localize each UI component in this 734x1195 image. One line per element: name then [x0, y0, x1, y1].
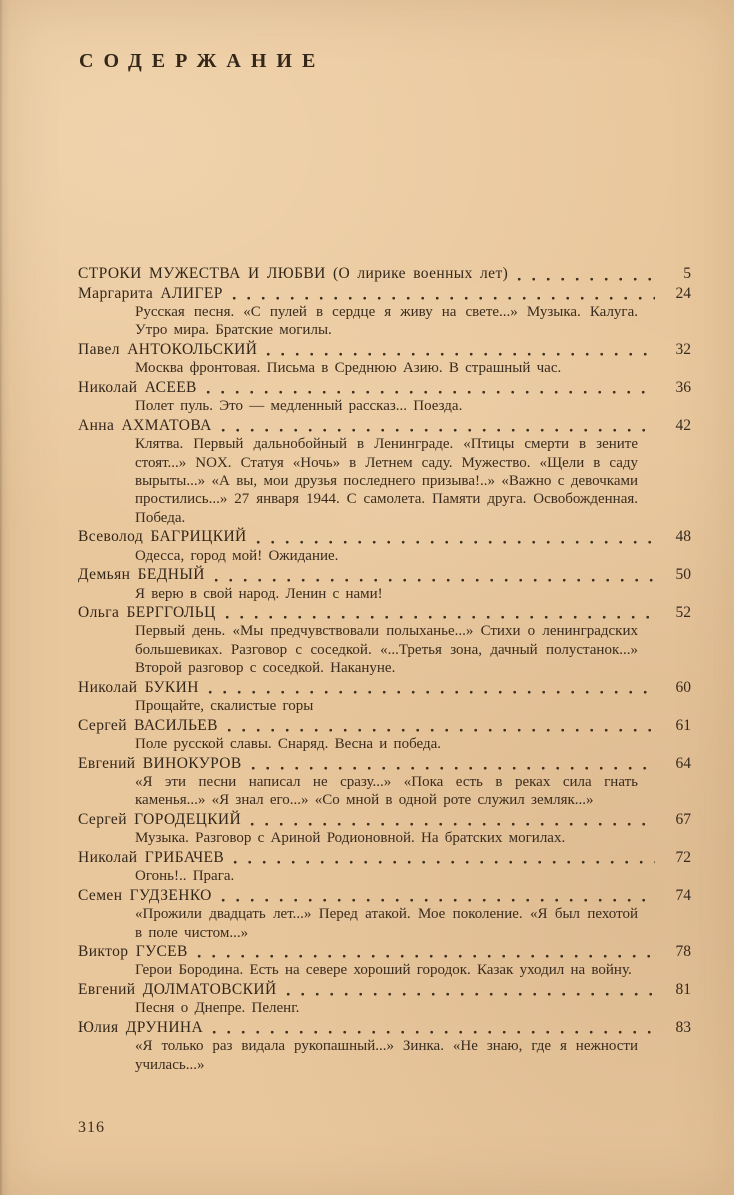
toc-entry-works: Одесса, город мой! Ожидание. [135, 547, 339, 564]
page-title: СОДЕРЖАНИЕ [79, 50, 326, 72]
toc-entry-page-number: 78 [675, 942, 691, 960]
dot-leader [197, 954, 655, 959]
toc-entry-works: Русская песня. «С пулей в сердце я живу на свете...» Музыка. Калуга. Утро мира. Братские могилы. [135, 304, 638, 339]
toc-entry [78, 679, 691, 716]
toc-entry-works: Клятва. Первый дальнобойный в Ленинграде. «Птицы смерти в зените стоят...» NOX. Статуя «Ночь» в Летнем саду. Мужество. «Щели в саду вырыты...» «А вы, мои друзья последнего призыва!..» «Важно с девочками простились...» 27 января 1944. С самолета. Памяти друга. Освобожденная. Победа. [135, 436, 638, 526]
toc-entry-title: Евгений ДОЛМАТОВСКИЙ [78, 980, 277, 998]
toc-entry [78, 717, 691, 754]
toc-entry-works: «Я только раз видала рукопашный...» Зинка. «Не знаю, где я нежности училась...» [135, 1038, 638, 1073]
toc-entry [78, 811, 691, 848]
toc-entry [78, 943, 691, 980]
toc-entry [78, 566, 691, 603]
toc-entry-title: Сергей ГОРОДЕЦКИЙ [78, 810, 242, 828]
toc-entry-title: Евгений ВИНОКУРОВ [78, 754, 242, 772]
dot-leader [214, 578, 655, 583]
dot-leader [212, 1030, 655, 1035]
toc-entry-heading-row [78, 887, 691, 906]
toc-entry [78, 285, 691, 340]
toc-entry-works: Песня о Днепре. Пеленг. [135, 1000, 300, 1017]
toc-entry-works: Я верю в свой народ. Ленин с нами! [135, 585, 383, 602]
toc-entry-heading-row [78, 265, 691, 284]
toc-entry-title: СТРОКИ МУЖЕСТВА И ЛЮБВИ (О лирике военных лет) [78, 265, 509, 282]
toc-entry-heading-row [78, 717, 691, 736]
toc-entry-heading-row [78, 679, 691, 698]
dot-leader [250, 822, 655, 827]
toc-entry [78, 755, 691, 810]
toc-entry-page-number: 50 [675, 566, 691, 584]
toc-entry [78, 1019, 691, 1074]
toc-entry-title: Семен ГУДЗЕНКО [78, 886, 212, 904]
toc-entry-page-number: 32 [675, 340, 691, 358]
toc-entry-title: Анна АХМАТОВА [78, 416, 212, 434]
toc-entry-title: Николай АСЕЕВ [78, 378, 197, 396]
toc-entry-works: Прощайте, скалистые горы [135, 698, 314, 715]
toc-entry-page-number: 60 [675, 678, 691, 696]
toc-entry-heading-row [78, 417, 691, 436]
dot-leader [266, 352, 655, 357]
toc-list [78, 265, 691, 1075]
toc-entry [78, 981, 691, 1018]
dot-leader [221, 898, 655, 903]
toc-entry-title: Юлия ДРУНИНА [78, 1018, 204, 1036]
toc-entry-page-number: 52 [675, 603, 691, 621]
toc-entry-heading-row [78, 981, 691, 1000]
dot-leader [286, 992, 655, 997]
toc-entry-heading-row [78, 811, 691, 830]
toc-entry-page-number: 5 [683, 265, 691, 282]
toc-entry-page-number: 74 [675, 886, 691, 904]
toc-entry-page-number: 48 [675, 528, 691, 546]
toc-entry-page-number: 36 [675, 378, 691, 396]
dot-leader [206, 390, 655, 395]
toc-entry-works: Поле русской славы. Снаряд. Весна и победа. [135, 736, 441, 753]
folio-page-number: 316 [78, 1119, 105, 1136]
toc-entry-heading-row [78, 379, 691, 398]
toc-entry-page-number: 64 [675, 754, 691, 772]
toc-entry-title: Маргарита АЛИГЕР [78, 284, 223, 302]
dot-leader [225, 615, 655, 620]
toc-entry-title: Демьян БЕДНЫЙ [78, 566, 205, 584]
toc-entry-title: Сергей ВАСИЛЬЕВ [78, 716, 218, 734]
toc-entry [78, 528, 691, 565]
toc-entry-title: Всеволод БАГРИЦКИЙ [78, 528, 247, 546]
toc-entry-title: Виктор ГУСЕВ [78, 942, 188, 960]
dot-leader [232, 296, 655, 301]
toc-entry-works: Герои Бородина. Есть на севере хороший городок. Казак уходил на войну. [135, 962, 632, 979]
toc-entry-page-number: 81 [675, 980, 691, 998]
toc-entry-works: Музыка. Разговор с Ариной Родионовной. На братских могилах. [135, 830, 566, 847]
toc-entry [78, 849, 691, 886]
toc-entry-heading-row [78, 943, 691, 962]
toc-entry-heading-row [78, 755, 691, 774]
toc-entry-works: Полет пуль. Это — медленный рассказ... Поезда. [135, 398, 463, 415]
toc-entry-title: Николай ГРИБАЧЕВ [78, 848, 225, 866]
toc-entry-heading-row [78, 1019, 691, 1038]
dot-leader [227, 728, 655, 733]
toc-entry-works: Москва фронтовая. Письма в Среднюю Азию. В страшный час. [135, 360, 562, 377]
toc-entry-page-number: 61 [675, 716, 691, 734]
toc-entry [78, 379, 691, 416]
toc-entry-page-number: 67 [675, 810, 691, 828]
toc-entry-title: Павел АНТОКОЛЬСКИЙ [78, 340, 258, 358]
toc-entry-heading-row [78, 849, 691, 868]
toc-entry-works: Первый день. «Мы предчувствовали полыханье...» Стихи о ленинградских большевиках. Разговор с соседкой. «...Третья зона, дачный полустанок...» Второй разговор с соседкой. Накануне. [135, 623, 638, 677]
toc-entry [78, 887, 691, 942]
toc-entry-heading-row [78, 341, 691, 360]
toc-entry-heading-row [78, 566, 691, 585]
toc-entry-heading-row [78, 528, 691, 547]
toc-entry-works: Огонь!.. Прага. [135, 868, 235, 885]
dot-leader [221, 428, 655, 433]
toc-entry [78, 604, 691, 678]
toc-entry [78, 341, 691, 378]
toc-entry-heading-row [78, 604, 691, 623]
toc-entry-works: «Я эти песни написал не сразу...» «Пока есть в реках сила гнать каменья...» «Я знал его...» «Со мной в одной роте служил земляк...» [135, 774, 638, 809]
toc-entry-heading-row [78, 285, 691, 304]
dot-leader [208, 690, 655, 695]
toc-entry-page-number: 83 [675, 1018, 691, 1036]
toc-entry-works: «Прожили двадцать лет...» Перед атакой. Мое поколение. «Я был пехотой в поле чистом...» [135, 906, 638, 941]
dot-leader [256, 540, 655, 545]
dot-leader [251, 766, 655, 771]
toc-entry-title: Николай БУКИН [78, 678, 199, 696]
toc-entry [78, 265, 691, 284]
dot-leader [233, 860, 655, 865]
toc-entry-page-number: 42 [675, 416, 691, 434]
toc-entry-page-number: 72 [675, 848, 691, 866]
dot-leader [517, 277, 655, 282]
toc-entry-page-number: 24 [675, 284, 691, 302]
toc-entry [78, 417, 691, 528]
toc-entry-title: Ольга БЕРГГОЛЬЦ [78, 603, 216, 621]
